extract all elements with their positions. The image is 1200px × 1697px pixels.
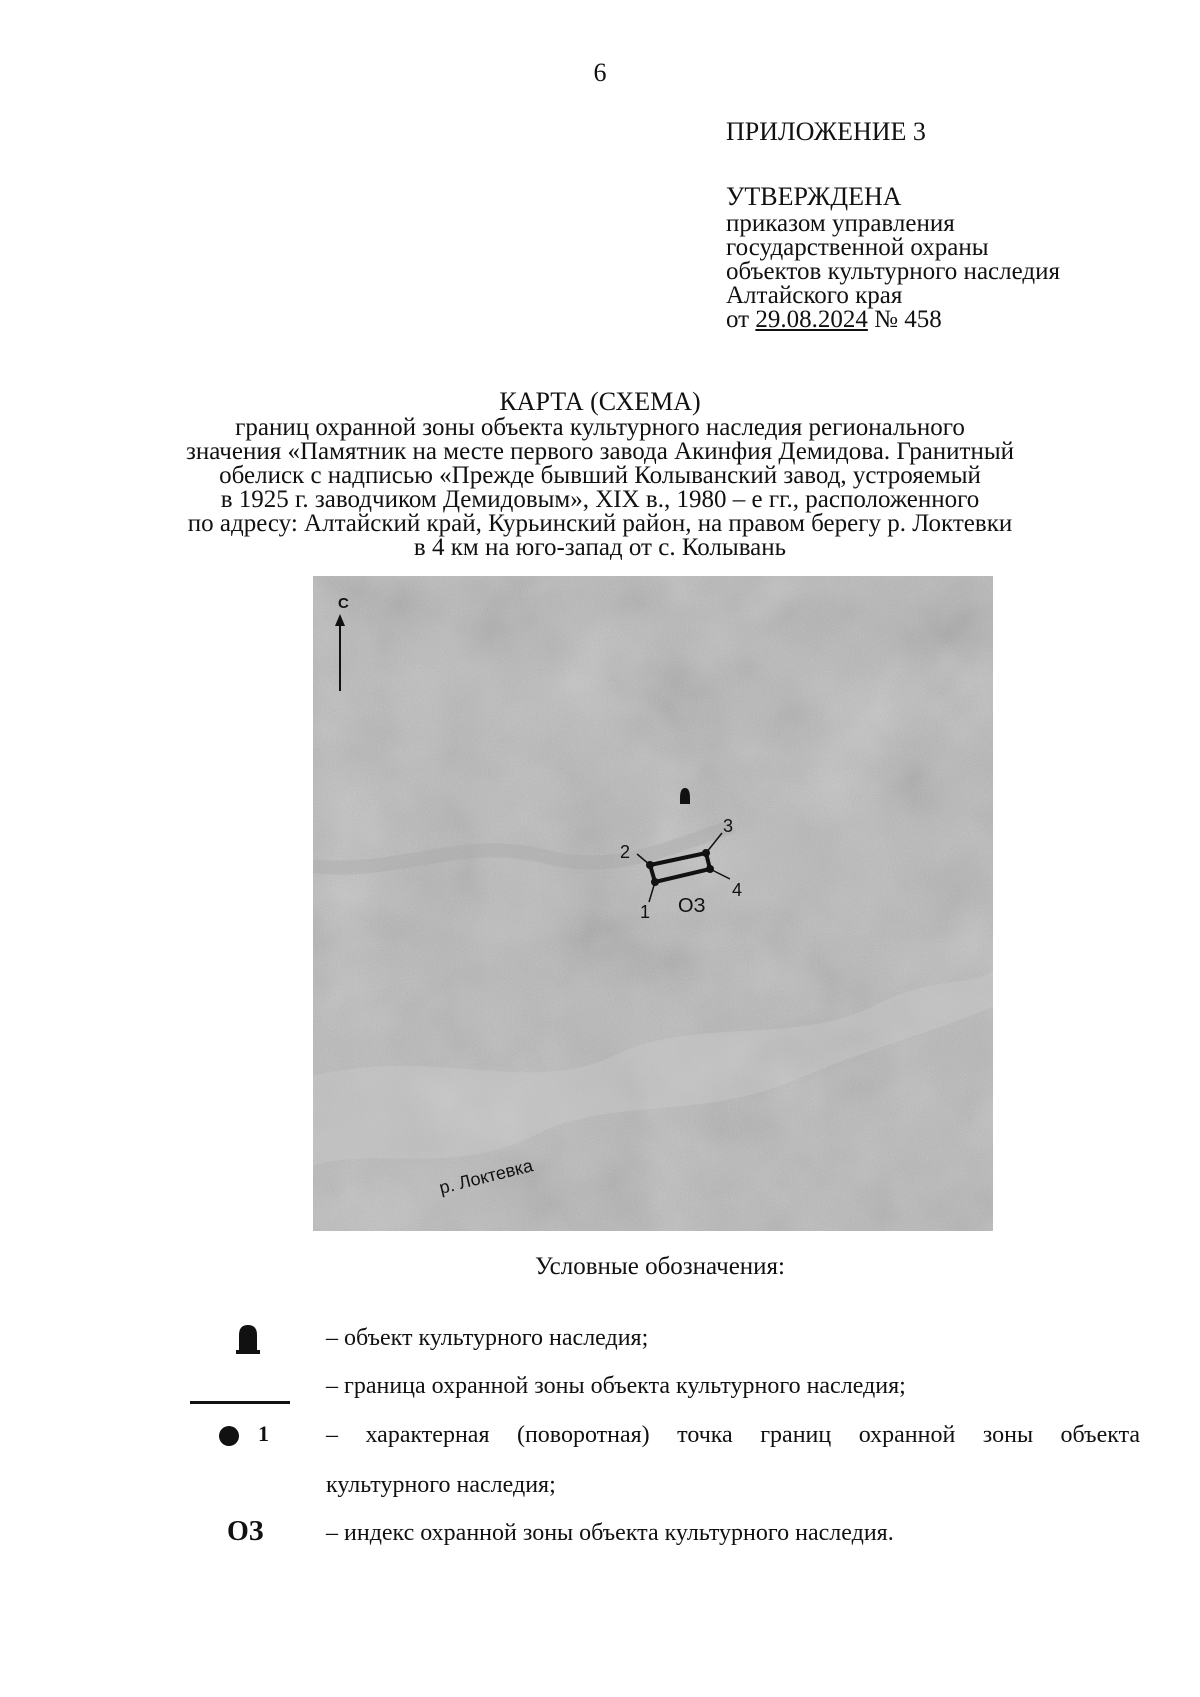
approval-line: государственной охраны [726, 234, 989, 261]
turning-point-label: 1 [258, 1421, 269, 1446]
page-number: 6 [593, 58, 607, 87]
point-label-1: 1 [640, 902, 651, 922]
document-title [150, 388, 1050, 560]
legend-item-monument [180, 1313, 1140, 1363]
approval-date-line [726, 308, 1166, 332]
zone-index-symbol: ОЗ [227, 1516, 264, 1547]
title-line: значения «Памятник на месте первого завода Акинфия Демидова. Гранитный [185, 438, 1015, 465]
legend-item-zone-index [180, 1508, 1140, 1558]
point-label-2: 2 [620, 842, 631, 862]
approval-block [726, 114, 1166, 332]
title-line: границ охранной зоны объекта культурного наследия регионального [235, 414, 965, 441]
turning-point-icon [180, 1422, 320, 1450]
river-label: р. Локтевка [437, 1155, 535, 1198]
legend-text: – характерная (поворотная) точка границ охранной зоны объекта [326, 1422, 1140, 1448]
appendix-label: ПРИЛОЖЕНИЕ 3 [726, 117, 926, 146]
approval-date: 29.08.2024 [755, 306, 868, 333]
title-heading: КАРТА (СХЕМА) [499, 387, 701, 416]
title-line: в 4 км на юго-запад от с. Колывань [413, 534, 787, 561]
approval-line: Алтайского края [726, 282, 903, 309]
legend-item-boundary [180, 1361, 1140, 1411]
legend-text: – объект культурного наследия; [326, 1325, 649, 1351]
title-line: в 1925 г. заводчиком Демидовым», XIX в., 1980 – е гг., расположенного [220, 486, 980, 513]
order-number: № 458 [874, 306, 942, 333]
approval-line: приказом управления [726, 210, 955, 237]
zone-index-label: ОЗ [678, 895, 706, 917]
boundary-line-icon [180, 1385, 320, 1389]
monument-icon [180, 1321, 320, 1355]
legend-text-continued: культурного наследия; [326, 1472, 556, 1498]
legend-text: – граница охранной зоны объекта культурного наследия; [326, 1373, 906, 1399]
approval-line: объектов культурного наследия [726, 258, 1060, 285]
title-line: по адресу: Алтайский край, Курьинский район, на правом берегу р. Локтевки [187, 510, 1013, 537]
point-label-3: 3 [723, 816, 734, 836]
title-line: обелиск с надписью «Прежде бывший Колыванский завод, устрояемый [219, 462, 981, 489]
date-prefix: от [726, 306, 750, 333]
north-label: С [338, 595, 349, 612]
legend-text: – индекс охранной зоны объекта культурного наследия. [326, 1520, 894, 1546]
monument-symbol [680, 788, 690, 804]
satellite-map [313, 576, 993, 1231]
legend-title: Условные обозначения: [534, 1253, 786, 1280]
approved-label: УТВЕРЖДЕНА [726, 182, 902, 211]
legend-item-turning-point [180, 1410, 1140, 1510]
point-label-4: 4 [732, 880, 743, 900]
